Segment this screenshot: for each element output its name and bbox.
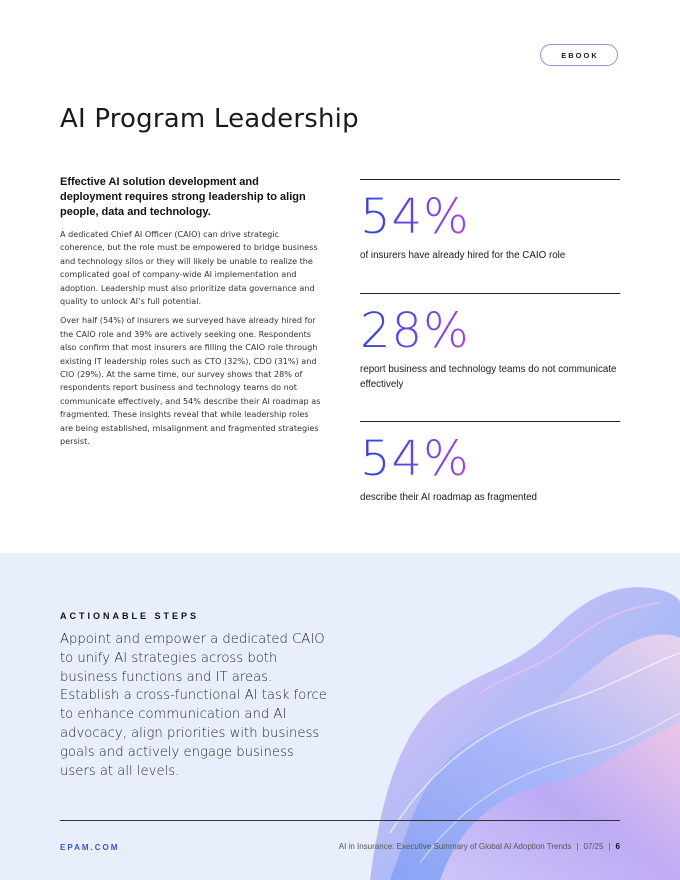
footer-site-link[interactable]: EPAM.COM	[60, 843, 120, 852]
stat-block-communication	[360, 293, 620, 392]
stat-description: describe their AI roadmap as fragmented	[360, 492, 537, 503]
page-title: AI Program Leadership	[60, 104, 359, 134]
footer-separator: |	[608, 842, 611, 851]
footer-date: 07/25	[583, 842, 604, 851]
actionable-steps-heading: ACTIONABLE STEPS	[60, 611, 200, 621]
stat-description: of insurers have already hired for the CAIO role	[360, 250, 566, 261]
stat-value: 54%	[360, 189, 470, 245]
stat-block-fragmented-roadmap	[360, 421, 620, 505]
footer-divider	[60, 820, 620, 821]
actionable-steps-text: Appoint and empower a dedicated CAIO to unify AI strategies across both business functions and IT areas. Establish a cross-functional AI task force to enhance communication and AI advocacy, align priorities with business goals and actively engage business users at all levels.	[60, 632, 327, 779]
intro-paragraph-2: Over half (54%) of insurers we surveyed have already hired for the CAIO role and 39% are actively seeking one. Respondents also confirm that most insurers are filling the CAIO role through existing IT leadership roles such as CTO (32%), CDO (31%) and CIO (29%). At the same time, our survey shows that 28% of respondents report business and technology teams do not communicate effectively, and 54% describe their AI roadmap as fragmented. These insights reveal that while leadership roles are being established, misalignment and fragmented strategies persist.	[60, 315, 321, 447]
footer-doc-info	[339, 842, 620, 851]
page-number: 6	[615, 842, 620, 851]
stat-value: 28%	[360, 303, 470, 359]
stat-value: 54%	[360, 431, 470, 487]
footer-separator: |	[576, 842, 579, 851]
intro-column	[60, 175, 322, 455]
stat-description: report business and technology teams do not communicate effectively	[360, 364, 617, 390]
footer-doc-title: AI in Insurance: Executive Summary of Global AI Adoption Trends	[338, 842, 572, 851]
silk-wave-illustration	[330, 553, 680, 880]
intro-paragraph-1: A dedicated Chief AI Officer (CAIO) can drive strategic coherence, but the role must be empowered to bridge business and technology silos or they will likely be unable to realize the complicated goal of company-wide AI implementation and adoption. Leadership must also prioritize data governance and quality to unlock AI’s full potential.	[60, 229, 318, 307]
ebook-badge: EBOOK	[540, 44, 618, 66]
intro-lead: Effective AI solution development and deployment requires strong leadership to align people, data and technology.	[60, 176, 306, 218]
actionable-steps-panel	[0, 553, 680, 880]
stat-block-caio-hired	[360, 179, 620, 263]
